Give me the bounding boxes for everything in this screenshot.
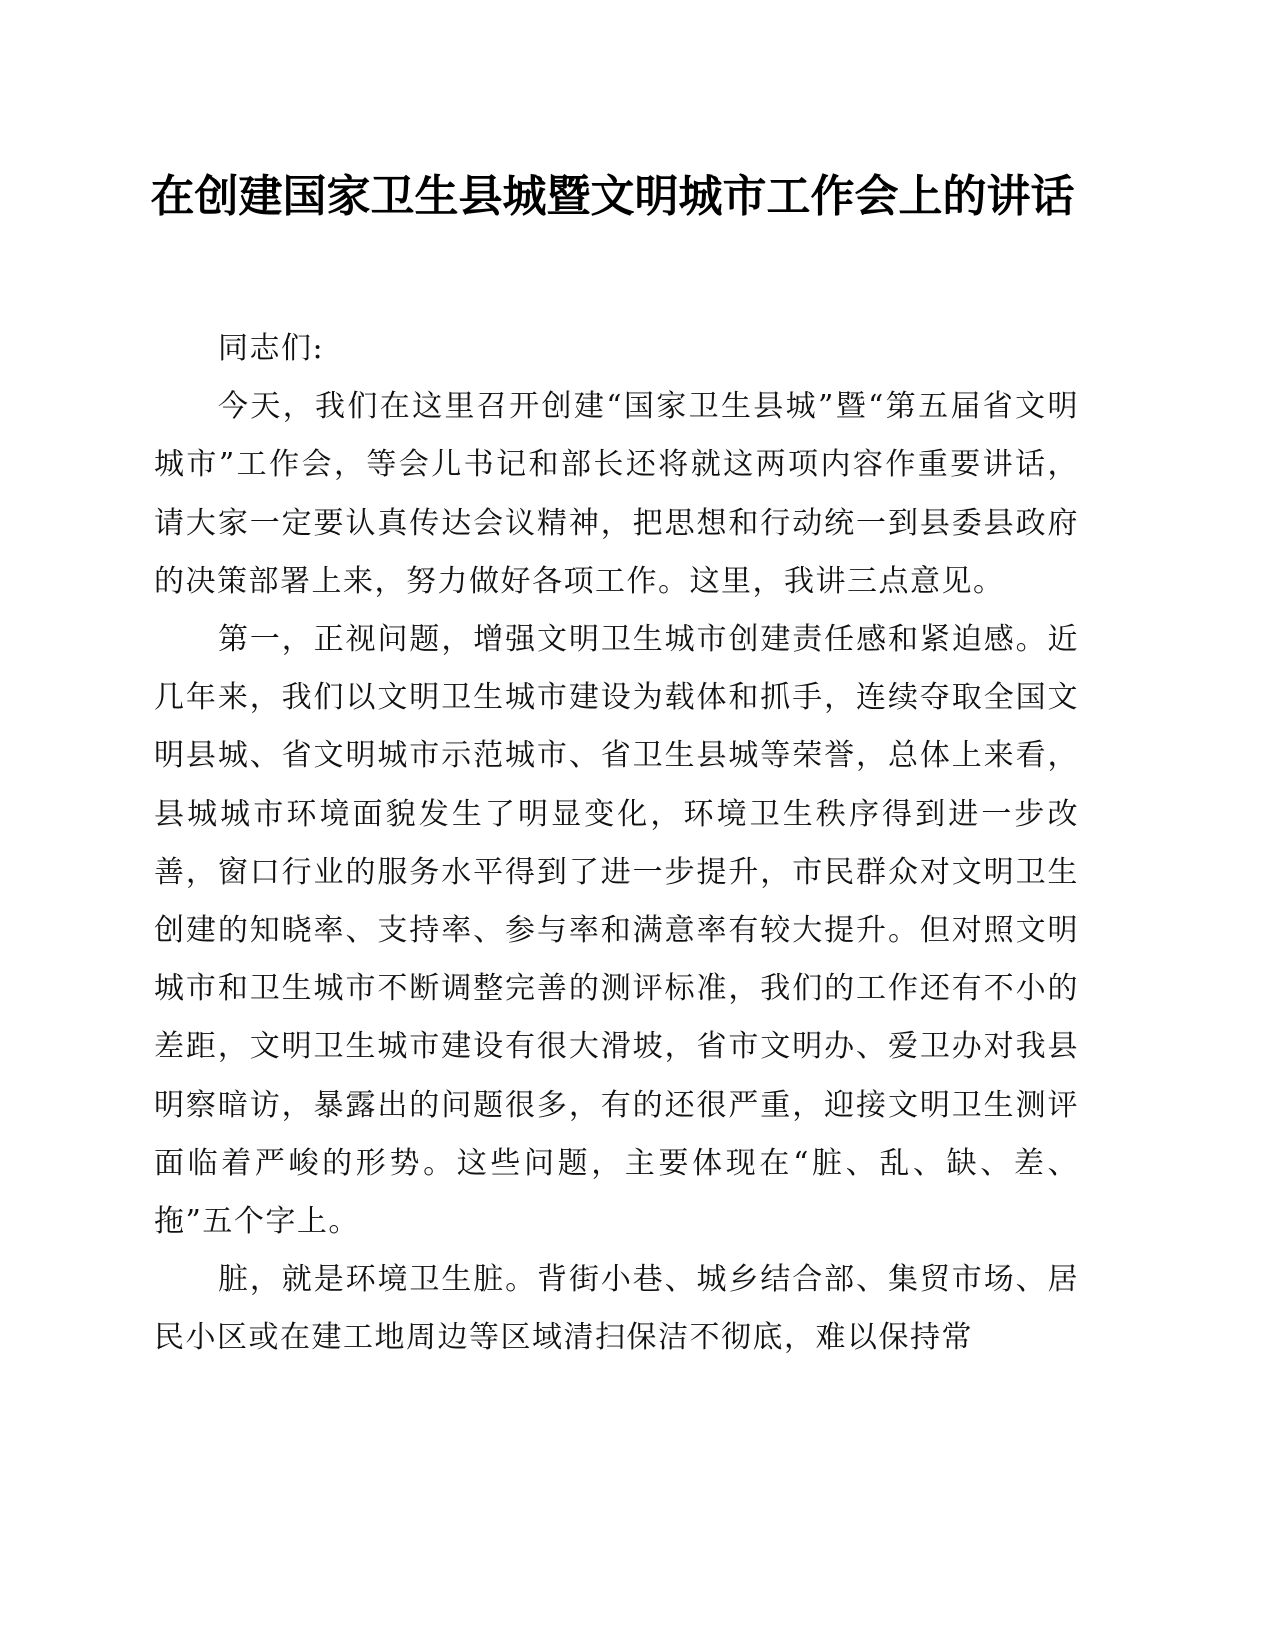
salutation-paragraph: 同志们: <box>218 331 325 366</box>
dirty-paragraph: 脏，就是环境卫生脏。背街小巷、城乡结合部、集贸市场、居民小区或在建工地周边等区域清扫保洁不彻底，难以保持常 <box>154 1262 1079 1356</box>
document-body <box>154 320 1079 1368</box>
document-title: 在创建国家卫生县城暨文明城市工作会上的讲话 <box>150 171 1075 222</box>
point-one-paragraph: 第一，正视问题，增强文明卫生城市创建责任感和紧迫感。近几年来，我们以文明卫生城市建设为载体和抓手，连续夺取全国文明县城、省文明城市示范城市、省卫生县城等荣誉，总体上来看，县城城市环境面貌发生了明显变化，环境卫生秩序得到进一步改善，窗口行业的服务水平得到了进一步提升，市民群众对文明卫生创建的知晓率、支持率、参与率和满意率有较大提升。但对照文明城市和卫生城市不断调整完善的测评标准，我们的工作还有不小的差距，文明卫生城市建设有很大滑坡，省市文明办、爱卫办对我县明察暗访，暴露出的问题很多，有的还很严重，迎接文明卫生测评面临着严峻的形势。这些问题，主要体现在“脏、乱、缺、差、拖”五个字上。 <box>154 622 1079 1240</box>
intro-paragraph: 今天，我们在这里召开创建“国家卫生县城”暨“第五届省文明城市”工作会，等会儿书记和部长还将就这两项内容作重要讲话，请大家一定要认真传达会议精神，把思想和行动统一到县委县政府的决策部署上来，努力做好各项工作。这里，我讲三点意见。 <box>154 389 1079 599</box>
